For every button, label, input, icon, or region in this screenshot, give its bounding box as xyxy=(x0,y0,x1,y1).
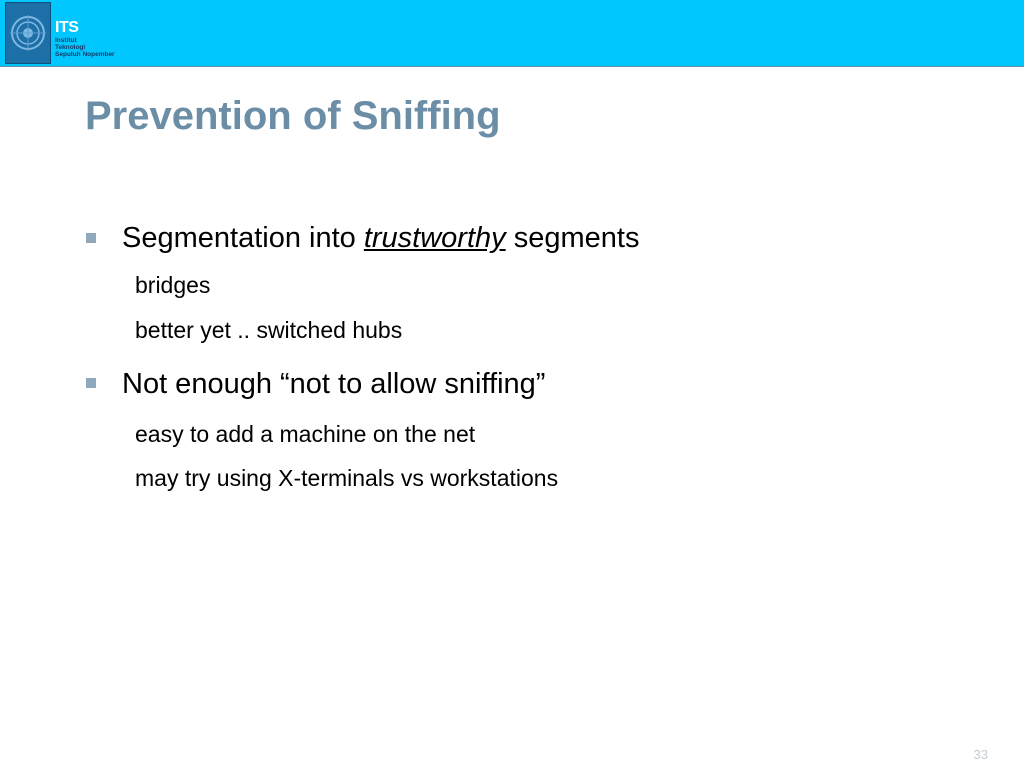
logo-line-1: Institut xyxy=(55,37,77,44)
bullet-item: Not enough “not to allow sniffing” xyxy=(122,368,546,400)
its-seal-logo xyxy=(5,2,51,64)
its-wordmark-logo xyxy=(55,20,135,64)
slide-number: 33 xyxy=(973,747,988,762)
logo-line-3: Sepuluh Nopember xyxy=(55,51,115,58)
bullet-text-before: Segmentation into xyxy=(122,222,364,254)
header-bar xyxy=(0,0,1024,67)
slide-title: Prevention of Sniffing xyxy=(85,94,501,138)
bullet-text-after: segments xyxy=(505,222,640,254)
sub-bullet-item: may try using X-terminals vs workstations xyxy=(135,465,559,491)
sub-bullet-item: easy to add a machine on the net xyxy=(135,421,476,447)
logo-line-2: Teknologi xyxy=(55,44,86,51)
bullet-emphasis: trustworthy xyxy=(363,222,506,254)
square-bullet-icon xyxy=(86,233,96,243)
sub-bullet-item: bridges xyxy=(135,272,211,298)
square-bullet-icon xyxy=(86,378,96,388)
sub-bullet-item: better yet .. switched hubs xyxy=(135,317,403,343)
logo-acronym: ITS xyxy=(55,19,79,36)
bullet-item xyxy=(122,221,639,255)
